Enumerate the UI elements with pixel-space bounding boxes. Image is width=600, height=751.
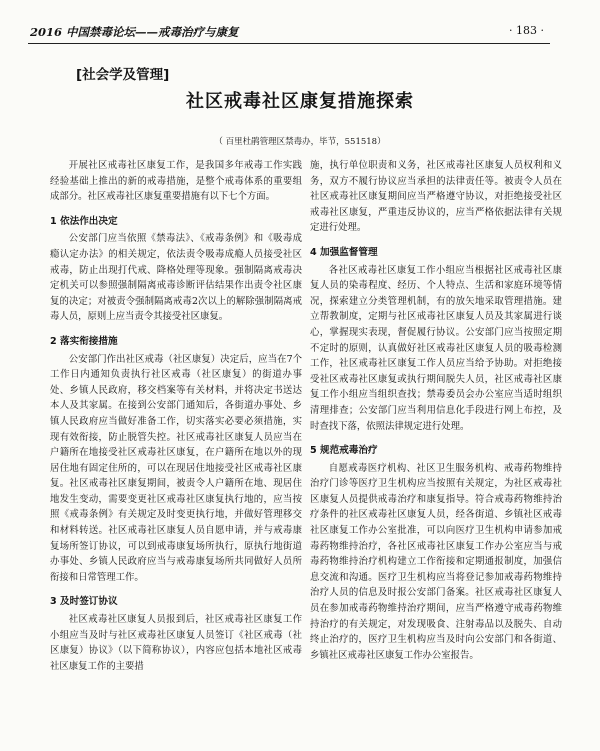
article-title: 社区戒毒社区康复措施探索 [186, 91, 414, 112]
section-tag: [社会学及管理] [76, 67, 170, 83]
section-4-heading: 4 加强监督管理 [310, 246, 378, 258]
section-2-heading: 2 落实衔接措施 [50, 335, 118, 347]
intro-paragraph: 开展社区戒毒社区康复工作，是我国多年戒毒工作实践经验基础上推出的新的戒毒措施，是整个戒毒体系的重要组成部分。社区戒毒社区康复重要措施有以下七个方面。 [50, 160, 302, 203]
header-rule [28, 43, 550, 44]
author-affiliation: （ 百里杜鹃管理区禁毒办，毕节，551518） [214, 137, 386, 147]
section-5-heading: 5 规范戒毒治疗 [310, 445, 378, 457]
section-1-heading: 1 依法作出决定 [50, 215, 118, 227]
running-header: 2016 中国禁毒论坛——戒毒治疗与康复 [30, 25, 239, 39]
section-1-text: 公安部门应当依照《禁毒法》、《戒毒条例》和《吸毒成瘾认定办法》的相关规定，依法责令吸毒成瘾人员接受社区戒毒，防止出现打代戒、降格处理等现象。强制隔离戒毒决定机关可以参照强制隔离戒毒诊断评估结果作出责令社区康复的决定；对被责令强制隔离戒毒2次以上的解除强制隔离戒毒人员，原则上应当责令其接受社区康复。 [50, 233, 302, 323]
section-3-continued: 施，执行单位职责和义务，社区戒毒社区康复人员权利和义务，双方不履行协议应当承担的法律责任等。被责令人员在社区戒毒社区康复期间应当严格遵守协议，对拒绝接受社区戒毒社区康复，严重违反协议的，应当严格依据法律有关规定进行处理。 [310, 160, 562, 234]
section-5-text: 自愿戒毒医疗机构、社区卫生服务机构、戒毒药物维持治疗门诊等医疗卫生机构应当按照有关规定，为社区戒毒社区康复人员提供戒毒治疗和康复指导。符合戒毒药物维持治疗条件的社区戒毒社区康复人员，经各街道、乡镇社区戒毒社区康复工作办公室批准，可以向医疗卫生机构申请参加戒毒药物维持治疗，各社区戒毒社区康复工作办公室应当与戒毒药物维持治疗机构建立工作衔接和定期通报制度，加强信息交流和沟通。医疗卫生机构应当将登记参加戒毒药物维持治疗人员的信息及时报公安部门备案。社区戒毒社区康复人员在参加戒毒药物维持治疗期间，应当严格遵守戒毒药物维持治疗的有关规定，对发现吸食、注射毒品以及脱失、自动终止治疗的，医疗卫生机构应当及时向公安部门和各街道、乡镇社区戒毒社区康复工作办公室报告。 [310, 462, 562, 661]
right-column [310, 158, 562, 663]
section-3-text: 社区戒毒社区康复人员报到后，社区戒毒社区康复工作小组应当及时与社区戒毒社区康复人员签订《社区戒毒（社区康复）协议》（以下简称协议），内容应包括本地社区戒毒社区康复工作的主要措 [50, 614, 302, 672]
left-column [50, 158, 302, 674]
section-4-text: 各社区戒毒社区康复工作小组应当根据社区戒毒社区康复人员的染毒程度、经历、个人特点、生活和家庭环境等情况，探索建立分类管理机制，有的放矢地采取管理措施。建立帮教制度，定期与社区戒毒社区康复人员及其家属进行谈心，掌握现实表现，督促履行协议。公安部门应当按照定期不定时的原则，认真做好社区戒毒社区康复人员的吸毒检测工作，社区戒毒社区康复工作人员应当给予协助。对拒绝接受社区戒毒社区康复或执行期间脱失人员，社区戒毒社区康复工作小组应当组织查找；禁毒委员会办公室应当适时组织清理排查；公安部门应当利用信息化手段进行网上布控，及时查找下落，依照法律规定进行处理。 [310, 264, 562, 432]
section-2-text: 公安部门作出社区戒毒（社区康复）决定后，应当在7个工作日内通知负责执行社区戒毒（社区康复）的街道办事处、乡镇人民政府，移交档案等有关材料，并将决定书送达本人及其家属。在接到公安部门通知后，各街道办事处、乡镇人民政府应当做好准备工作，切实落实必要必须措施，实现有效衔接，防止脱管失控。社区戒毒社区康复人员应当在户籍所在地接受社区戒毒社区康复，在户籍所在地以外的现居住地有固定住所的，可以在现居住地接受社区戒毒社区康复。社区戒毒社区康复期间，被责令人户籍所在地、现居住地发生变动，需要变更社区戒毒社区康复执行地的，应当按照《戒毒条例》有关规定及时变更执行地，并做好管理移交和材料转送。社区戒毒社区康复人员自愿申请，并与戒毒康复场所签订协议，可以到戒毒康复场所执行，原执行地街道办事处、乡镇人民政府应当与戒毒康复场所共同做好人员所衔接和日常管理工作。 [50, 353, 302, 583]
section-3-heading: 3 及时签订协议 [50, 596, 118, 608]
page-number: · 183 · [509, 24, 544, 37]
